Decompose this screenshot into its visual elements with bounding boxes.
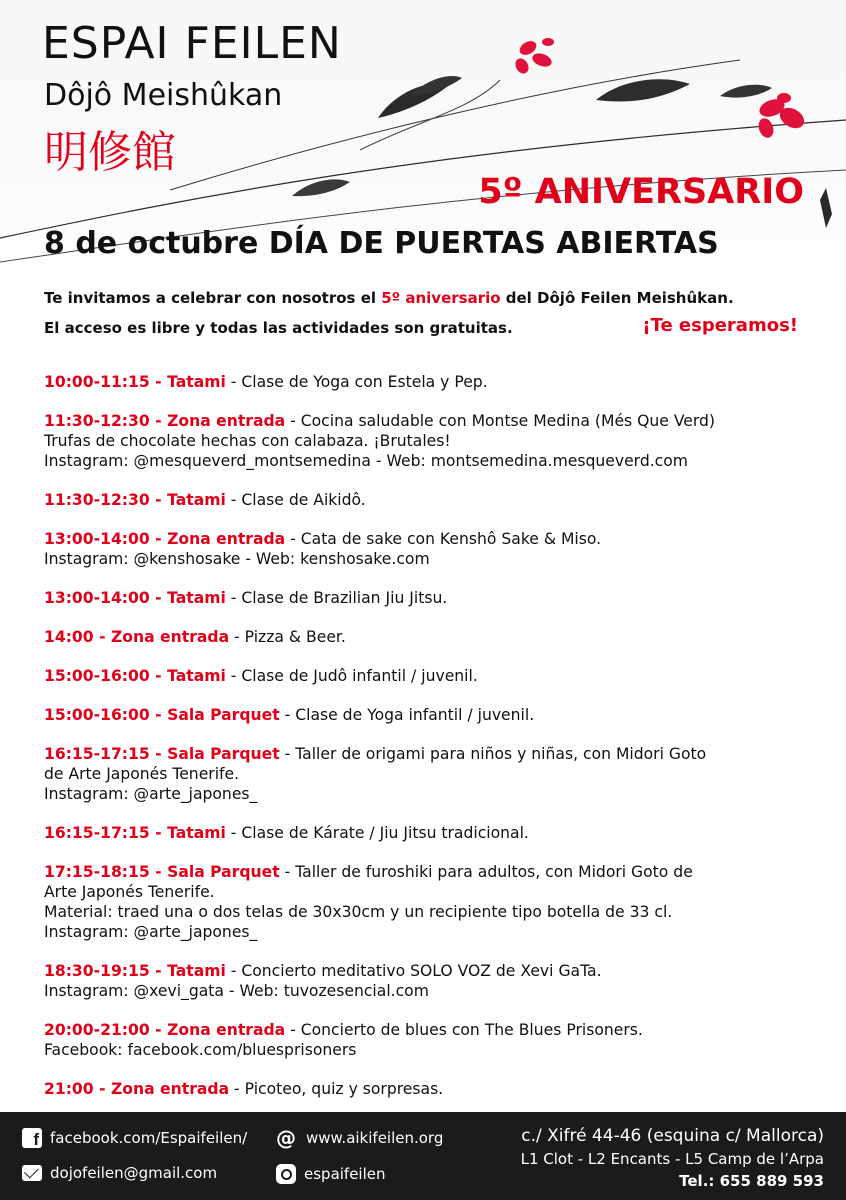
schedule-time: 15:00-16:00 (44, 706, 150, 724)
mail-icon (22, 1165, 42, 1181)
schedule-item: 17:15-18:15 - Sala Parquet - Taller de furoshiki para adultos, con Midori Goto de Arte Japonés Tenerife. Material: traed una o dos telas de 30x30cm y un recipiente tipo botella de 33 cl. Instagram: @arte_japones_ (44, 862, 834, 942)
red-blossom (756, 93, 808, 140)
intro-cta: ¡Te esperamos! (642, 315, 798, 336)
schedule-place: Tatami (167, 491, 226, 509)
footer-email[interactable] (22, 1164, 217, 1182)
schedule-place: Zona entrada (167, 530, 286, 548)
footer-facebook[interactable] (22, 1128, 247, 1148)
schedule-place: Tatami (167, 667, 226, 685)
schedule-time: 10:00-11:15 (44, 373, 150, 391)
schedule-time: 21:00 (44, 1080, 94, 1098)
footer-phone: Tel.: 655 889 593 (679, 1172, 824, 1190)
schedule-description: Clase de Aikidô. (241, 491, 366, 509)
schedule-list (44, 372, 834, 1118)
header-banner (0, 0, 846, 290)
ink-leaf (720, 85, 772, 98)
schedule-place: Tatami (167, 824, 226, 842)
schedule-item: 10:00-11:15 - Tatami - Clase de Yoga con Estela y Pep. (44, 373, 488, 391)
schedule-place: Sala Parquet (167, 745, 280, 763)
schedule-detail: Instagram: @mesqueverd_montsemedina - Web: montsemedina.mesqueverd.com (44, 452, 688, 470)
schedule-detail: de Arte Japonés Tenerife. (44, 765, 240, 783)
schedule-place: Zona entrada (110, 1080, 230, 1098)
schedule-time: 18:30-19:15 (44, 962, 150, 980)
schedule-place: Tatami (167, 962, 226, 980)
schedule-time: 11:30-12:30 (44, 412, 150, 430)
footer-email-text: dojofeilen@gmail.com (50, 1164, 218, 1182)
footer-instagram[interactable] (276, 1164, 386, 1184)
schedule-description: Taller de furoshiki para adultos, con Midori Goto de (295, 863, 693, 881)
event-headline: 8 de octubre DÍA DE PUERTAS ABIERTAS (44, 226, 719, 261)
intro-line-1 (44, 289, 814, 307)
at-icon: @ (276, 1126, 296, 1150)
schedule-time: 14:00 (44, 628, 94, 646)
schedule-item: 13:00-14:00 - Tatami - Clase de Brazilian Jiu Jitsu. (44, 589, 448, 607)
schedule-detail: Facebook: facebook.com/bluesprisoners (44, 1041, 357, 1059)
ink-leaf (820, 188, 832, 228)
schedule-description: Concierto meditativo SOLO VOZ de Xevi GaTa. (241, 962, 602, 980)
schedule-description: Clase de Yoga infantil / juvenil. (295, 706, 535, 724)
schedule-place: Sala Parquet (167, 706, 280, 724)
intro-line-2: El acceso es libre y todas las actividades son gratuitas. (44, 319, 513, 337)
schedule-detail: Instagram: @xevi_gata - Web: tuvozesencial.com (44, 982, 429, 1000)
schedule-detail: Trufas de chocolate hechas con calabaza. ¡Brutales! (44, 432, 451, 450)
schedule-place: Sala Parquet (167, 863, 280, 881)
schedule-time: 13:00-14:00 (44, 530, 150, 548)
schedule-detail: Arte Japonés Tenerife. (44, 883, 215, 901)
schedule-detail: Instagram: @arte_japones_ (44, 923, 258, 941)
footer-web-text: www.aikifeilen.org (306, 1129, 444, 1147)
schedule-description: Pizza & Beer. (244, 628, 346, 646)
brand-title: ESPAI FEILEN (42, 18, 342, 69)
schedule-item: 16:15-17:15 - Sala Parquet - Taller de origami para niños y niñas, con Midori Goto de Arte Japonés Tenerife. Instagram: @arte_japones_ (44, 744, 834, 804)
schedule-item: 11:30-12:30 - Zona entrada - Cocina saludable con Montse Medina (Més Que Verd) Trufas de chocolate hechas con calabaza. ¡Brutales! Instagram: @mesqueverd_montsemedina - Web: montsemedina.mesqueverd.com (44, 411, 834, 471)
schedule-item: 15:00-16:00 - Tatami - Clase de Judô infantil / juvenil. (44, 667, 478, 685)
footer-metro: L1 Clot - L2 Encants - L5 Camp de l’Arpa (520, 1150, 824, 1168)
schedule-time: 15:00-16:00 (44, 667, 150, 685)
schedule-description: Taller de origami para niños y niñas, con Midori Goto (295, 745, 707, 763)
facebook-icon (22, 1128, 42, 1148)
brand-kanji: 明修館 (44, 127, 176, 178)
schedule-description: Concierto de blues con The Blues Prisoners. (300, 1021, 643, 1039)
intro-text: del Dôjô Feilen Meishûkan. (500, 289, 734, 307)
schedule-place: Zona entrada (167, 1021, 286, 1039)
schedule-time: 16:15-17:15 (44, 824, 150, 842)
schedule-item: 15:00-16:00 - Sala Parquet - Clase de Yoga infantil / juvenil. (44, 706, 535, 724)
schedule-detail: Material: traed una o dos telas de 30x30cm y un recipiente tipo botella de 33 cl. (44, 903, 673, 921)
red-blossom (513, 38, 554, 76)
footer-facebook-text: facebook.com/Espaifeilen/ (50, 1129, 248, 1147)
schedule-time: 16:15-17:15 (44, 745, 150, 763)
instagram-icon (276, 1164, 296, 1184)
anniversary-title: 5º ANIVERSARIO (478, 172, 804, 212)
schedule-place: Tatami (167, 589, 226, 607)
footer-instagram-text: espaifeilen (304, 1165, 386, 1183)
schedule-time: 13:00-14:00 (44, 589, 150, 607)
ink-leaf (292, 179, 350, 196)
schedule-place: Zona entrada (110, 628, 230, 646)
schedule-item: 14:00 - Zona entrada - Pizza & Beer. (44, 628, 346, 646)
schedule-detail: Instagram: @arte_japones_ (44, 785, 258, 803)
schedule-item: 20:00-21:00 - Zona entrada - Concierto de blues con The Blues Prisoners. Facebook: facebook.com/bluesprisoners (44, 1020, 834, 1060)
intro-text: Te invitamos a celebrar con nosotros el (44, 289, 382, 307)
schedule-item: 18:30-19:15 - Tatami - Concierto meditativo SOLO VOZ de Xevi GaTa. Instagram: @xevi_gata - Web: tuvozesencial.com (44, 961, 834, 1001)
schedule-time: 11:30-12:30 (44, 491, 150, 509)
schedule-time: 20:00-21:00 (44, 1021, 150, 1039)
schedule-place: Tatami (167, 373, 226, 391)
schedule-item: 21:00 - Zona entrada - Picoteo, quiz y sorpresas. (44, 1080, 444, 1098)
schedule-item: 11:30-12:30 - Tatami - Clase de Aikidô. (44, 491, 366, 509)
schedule-description: Clase de Brazilian Jiu Jitsu. (241, 589, 448, 607)
ink-leaf (596, 79, 690, 101)
schedule-description: Cata de sake con Kenshô Sake & Miso. (300, 530, 602, 548)
schedule-description: Picoteo, quiz y sorpresas. (244, 1080, 444, 1098)
schedule-description: Cocina saludable con Montse Medina (Més Que Verd) (300, 412, 715, 430)
schedule-time: 17:15-18:15 (44, 863, 150, 881)
schedule-description: Clase de Kárate / Jiu Jitsu tradicional. (241, 824, 529, 842)
brand-subtitle: Dôjô Meishûkan (44, 78, 283, 113)
footer-address: c./ Xifré 44-46 (esquina c/ Mallorca) (521, 1126, 824, 1146)
footer (0, 1112, 846, 1200)
schedule-item: 16:15-17:15 - Tatami - Clase de Kárate / Jiu Jitsu tradicional. (44, 824, 529, 842)
intro-highlight: 5º aniversario (381, 289, 501, 307)
schedule-place: Zona entrada (167, 412, 286, 430)
schedule-description: Clase de Judô infantil / juvenil. (241, 667, 478, 685)
schedule-description: Clase de Yoga con Estela y Pep. (241, 373, 488, 391)
schedule-item: 13:00-14:00 - Zona entrada - Cata de sake con Kenshô Sake & Miso. Instagram: @kenshosake - Web: kenshosake.com (44, 529, 834, 569)
footer-web[interactable] (276, 1128, 443, 1148)
schedule-detail: Instagram: @kenshosake - Web: kenshosake.com (44, 550, 430, 568)
